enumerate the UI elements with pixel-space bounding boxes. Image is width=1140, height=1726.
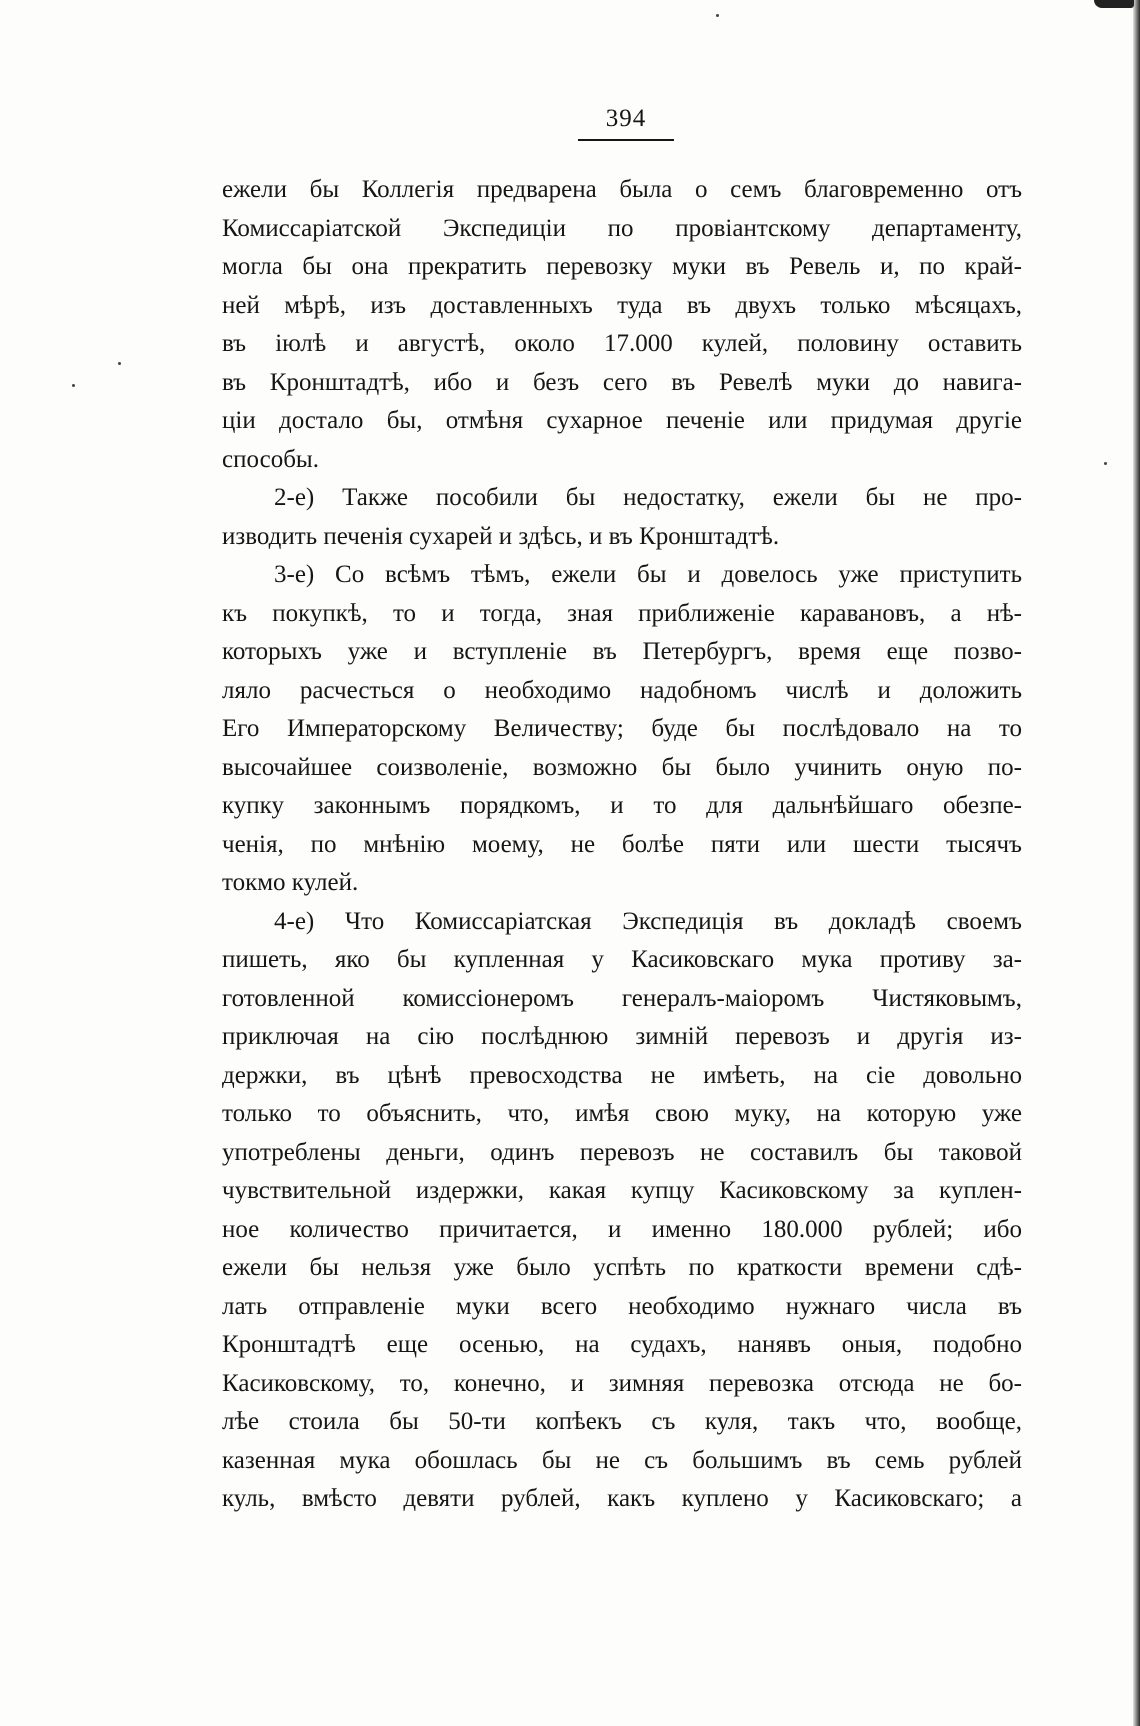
text-line: только то объяснить, что, имѣя свою муку, на которую уже [222, 1100, 1022, 1127]
scan-speck [1104, 462, 1107, 465]
scan-speck [118, 362, 121, 365]
text-line: куль, вмѣсто девяти рублей, какъ куплено у Касиковскаго; а [222, 1485, 1022, 1512]
text-line: 4-е) Что Комиссаріатская Экспедиція въ докладѣ своемъ [274, 907, 1022, 935]
text-line: могла бы она прекратить перевозку муки въ Ревель и, по край- [222, 253, 1022, 280]
text-line: лать отправленіе муки всего необходимо нужнаго числа въ [222, 1292, 1022, 1320]
text-line: Комиссаріатской Экспедиціи по провіантскому департаменту, [222, 214, 1022, 242]
text-line: ченія, по мнѣнію моему, не болѣе пяти или шести тысячъ [222, 830, 1022, 858]
text-line: приключая на сію послѣднюю зимній перевозъ и другія из- [222, 1023, 1022, 1050]
text-line: въ Кронштадтѣ, ибо и безъ сего въ Ревелѣ муки до навига- [222, 368, 1022, 396]
scan-speck [716, 14, 719, 17]
body-text [222, 171, 1022, 1519]
page-number: 394 [605, 105, 647, 132]
text-line: пишеть, яко бы купленная у Касиковскаго мука противу за- [222, 946, 1022, 973]
text-line: Его Императорскому Величеству; буде бы послѣдовало на то [222, 715, 1022, 742]
text-line: ціи достало бы, отмѣня сухарное печеніе или придумая другіе [222, 407, 1022, 434]
text-line: ное количество причитается, и именно 180.000 рублей; ибо [222, 1215, 1022, 1243]
text-line: 2-е) Также пособили бы недостатку, ежели бы не про- [274, 484, 1022, 511]
text-line: чувствительной издержки, какая купцу Касиковскому за куплен- [222, 1177, 1022, 1204]
text-line: способы. [222, 445, 319, 473]
text-line: въ іюлѣ и августѣ, около 17.000 кулей, половину оставить [222, 330, 1022, 357]
text-line: ней мѣрѣ, изъ доставленныхъ туда въ двухъ только мѣсяцахъ, [222, 291, 1022, 319]
text-line: къ покупкѣ, то и тогда, зная приближеніе каравановъ, а нѣ- [222, 599, 1022, 627]
text-line: купку законнымъ порядкомъ, и то для дальнѣйшаго обезпе- [222, 792, 1022, 819]
text-line: Касиковскому, то, конечно, и зимняя перевозка отсюда не бо- [222, 1369, 1022, 1397]
page-number-rule [578, 139, 674, 141]
text-line: которыхъ уже и вступленіе въ Петербургъ, время еще позво- [222, 638, 1022, 665]
scan-corner-mark [1094, 0, 1134, 8]
text-line: токмо кулей. [222, 869, 359, 896]
text-line: держки, въ цѣнѣ превосходства не имѣеть, на сіе довольно [222, 1061, 1022, 1089]
text-line: готовленной комиссіонеромъ генералъ-маіоромъ Чистяковымъ, [222, 984, 1022, 1012]
text-line: высочайшее соизволеніе, возможно бы было учинить оную по- [222, 753, 1022, 781]
text-line: лѣе стоила бы 50-ти копѣекъ съ куля, такъ что, вообще, [222, 1408, 1022, 1435]
text-line: ляло расчесться о необходимо надобномъ числѣ и доложить [222, 676, 1022, 704]
text-line: ежели бы нельзя уже было успѣть по краткости времени сдѣ- [222, 1254, 1022, 1281]
text-line: Кронштадтѣ еще осенью, на судахъ, нанявъ оныя, подобно [222, 1331, 1022, 1358]
text-line: изводить печенія сухарей и здѣсь, и въ Кронштадтѣ. [222, 522, 780, 550]
text-line: употреблены деньги, одинъ перевозъ не составилъ бы таковой [222, 1138, 1022, 1166]
scan-speck [72, 384, 75, 387]
text-line: казенная мука обошлась бы не съ большимъ въ семь рублей [222, 1446, 1022, 1474]
text-line: ежели бы Коллегія предварена была о семъ благовременно отъ [222, 176, 1022, 203]
text-line: 3-е) Со всѣмъ тѣмъ, ежели бы и довелось уже приступить [274, 561, 1022, 588]
binding-edge-shadow [1133, 0, 1140, 1726]
